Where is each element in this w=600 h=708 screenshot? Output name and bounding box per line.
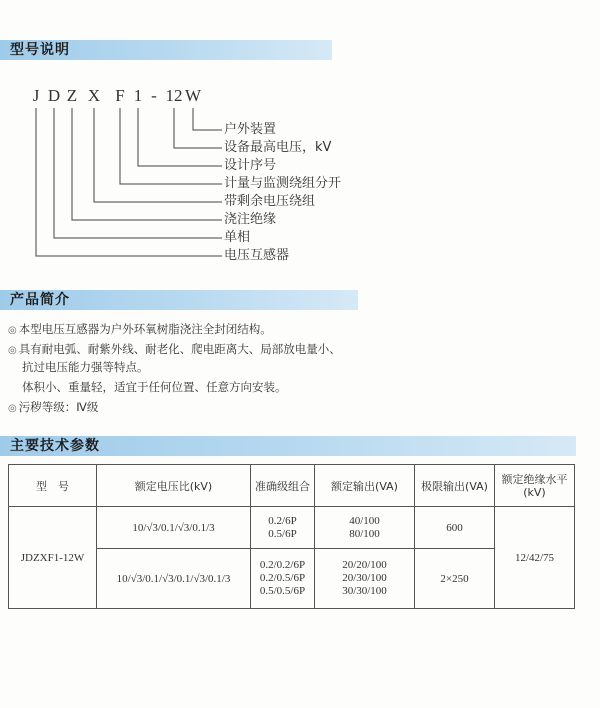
bullet-icon: ◎ (8, 325, 17, 336)
code-char-12: 12 (165, 86, 183, 105)
legend-residual-winding: 带剩余电压绕组 (224, 194, 316, 209)
legend-cast-insulation: 浇注绝缘 (224, 212, 277, 227)
header-limit: 极限输出(VA) (415, 465, 495, 507)
table-row (9, 507, 575, 549)
bullet-icon: ◎ (8, 403, 17, 414)
section-header-params (0, 436, 576, 456)
bullet-icon: ◎ (8, 345, 17, 356)
cell-insulation: 12/42/75 (495, 507, 575, 609)
cell-accuracy: 0.2/6P 0.5/6P (251, 507, 315, 549)
cell-model: JDZXF1-12W (9, 507, 97, 609)
cell-accuracy: 0.2/0.2/6P 0.2/0.5/6P 0.5/0.5/6P (251, 549, 315, 609)
leader-line-w (193, 108, 222, 130)
header-output: 额定输出(VA) (315, 465, 415, 507)
code-char-j: J (32, 86, 40, 105)
cell-ratio: 10/√3/0.1/√3/0.1/√3/0.1/3 (97, 549, 251, 609)
cell-output: 20/20/100 20/30/100 30/30/100 (315, 549, 415, 609)
cell-limit: 600 (415, 507, 495, 549)
cell-limit: 2×250 (415, 549, 495, 609)
legend-max-voltage: 设备最高电压，kV (224, 140, 332, 155)
code-char-w: W (184, 86, 202, 105)
legend-outdoor: 户外装置 (224, 122, 277, 137)
header-accuracy: 准确级组合 (251, 465, 315, 507)
leader-line-1 (138, 108, 222, 166)
leader-line-f (120, 108, 222, 184)
leader-line-x (94, 108, 222, 202)
header-model: 型 号 (9, 465, 97, 507)
intro-line-1: ◎ 本型电压互感器为户外环氧树脂浇注全封闭结构。 (8, 322, 272, 336)
intro-line-4: 体积小、重量轻，适宜于任何位置、任意方向安装。 (22, 380, 287, 394)
section-title: 型号说明 (10, 42, 70, 58)
intro-line-5: ◎ 污秽等级：Ⅳ级 (8, 400, 99, 414)
code-char-z: Z (66, 86, 78, 105)
code-char-x: X (87, 86, 101, 105)
header-ratio: 额定电压比(kV) (97, 465, 251, 507)
code-char-f: F (115, 86, 125, 105)
legend-voltage-transformer: 电压互感器 (224, 248, 290, 263)
intro-line-2: ◎ 具有耐电弧、耐紫外线、耐老化、爬电距离大、局部放电量小、 (8, 342, 341, 356)
header-insulation: 额定绝缘水平 (kV) (495, 465, 575, 507)
leader-line-12 (174, 108, 222, 148)
legend-metering-separate: 计量与监测绕组分开 (224, 176, 342, 191)
section-header-intro (0, 290, 358, 310)
code-char-1: 1 (133, 86, 143, 105)
section-title: 产品简介 (10, 292, 70, 308)
cell-output: 40/100 80/100 (315, 507, 415, 549)
intro-line-3: 抗过电压能力强等特点。 (22, 360, 149, 374)
code-char-dash: - (151, 86, 157, 105)
spec-table (8, 464, 575, 609)
table-header-row (9, 465, 575, 507)
legend-single-phase: 单相 (224, 230, 251, 245)
section-title: 主要技术参数 (10, 438, 100, 454)
cell-ratio: 10/√3/0.1/√3/0.1/3 (97, 507, 251, 549)
code-char-d: D (47, 86, 61, 105)
legend-design-serial: 设计序号 (224, 158, 277, 173)
